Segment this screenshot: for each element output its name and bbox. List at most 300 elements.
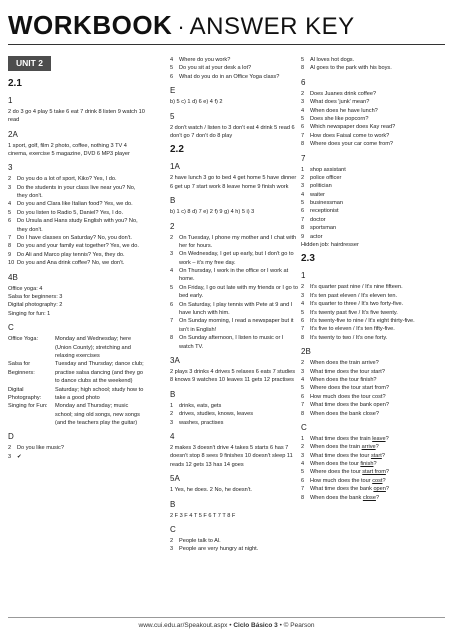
item-text: Do you like music? [17, 445, 64, 452]
item-number: 5 [301, 469, 305, 476]
item-text: When does the bank close? [310, 410, 380, 417]
item-number: 2 [301, 90, 305, 97]
list-item [301, 359, 445, 367]
list-item [301, 90, 445, 98]
item-text: On Sunday afternoon, I listen to music or I watch TV. [179, 335, 284, 350]
item-text: It's quarter to three / It's two forty-five. [310, 301, 404, 308]
item-text: receptionist [310, 208, 339, 215]
list-item [301, 64, 445, 72]
item-number: 9 [8, 251, 12, 258]
item-prefix: What time does the bank [310, 486, 374, 493]
list-item [8, 453, 145, 461]
item-number: 3 [301, 452, 305, 459]
exercise-label: B [170, 196, 176, 206]
list-item [301, 132, 445, 140]
item-text: doctor [310, 216, 326, 223]
list-item [170, 250, 298, 267]
item-text: When does the tour finish? [310, 376, 377, 383]
list-item [170, 317, 298, 334]
list-item [301, 325, 445, 333]
exercise-list [301, 56, 445, 73]
exercise-label: B [170, 499, 176, 509]
list-item [8, 242, 145, 250]
item-number: 3 [301, 183, 305, 190]
item-number: 6 [301, 477, 305, 484]
item-number: 3 [8, 453, 12, 460]
item-number: 8 [301, 141, 305, 148]
item-number: 7 [170, 318, 174, 325]
item-text: Al loves hot dogs. [310, 57, 355, 63]
item-prefix: What time does the train [310, 435, 373, 442]
list-item [301, 216, 445, 224]
item-number: 1 [301, 435, 305, 442]
item-number: 1 [301, 166, 305, 173]
item-prefix: How much does the tour [310, 477, 373, 484]
exercise-list [170, 56, 298, 81]
list-item [301, 191, 445, 199]
title-separator: · [177, 14, 185, 39]
exercise-text: 2 do 3 go 4 play 5 take 6 eat 7 drink 8 listen 9 watch 10 read [8, 108, 145, 124]
table-value: Monday and Thursday; music school; sing old songs, new songs (and the teachers play the guitar) [55, 403, 140, 427]
item-text: It's twenty-five to nine / It's eight thirty-five. [310, 317, 415, 324]
list-item [170, 56, 298, 64]
table-key: Salsa for Beginners: [8, 361, 35, 376]
item-number: 4 [301, 301, 305, 308]
item-text: Do Ursula and Hans study English with you? No, they don't. [17, 218, 138, 233]
item-text [310, 468, 445, 476]
item-number: 10 [8, 260, 15, 267]
item-number: 8 [301, 334, 305, 341]
underlined-answer: leave [372, 435, 386, 442]
item-text: What time does the tour start? [310, 368, 385, 375]
exercise-label: 6 [301, 77, 306, 87]
item-text: drinks, eats, gets [179, 402, 222, 409]
exercise-text: 2 plays 3 drinks 4 drives 5 relaxes 6 eats 7 studies 8 knows 9 watches 10 leaves 11 gets 12 practises [170, 368, 295, 384]
table-key: Digital Photography: [8, 386, 42, 401]
exercise-text: 2 makes 3 doesn't drive 4 takes 5 starts 6 has 7 doesn't stop 8 sees 9 finishes 10 doesn't sleep 11 reads 12 gets 13 has 14 goes [170, 444, 293, 468]
list-item [301, 300, 445, 308]
text-line: Office yoga: 4 [8, 285, 43, 292]
underlined-answer: start [370, 452, 382, 459]
item-text: When does he have lunch? [310, 107, 378, 114]
list-item [301, 410, 445, 418]
item-number: 3 [170, 251, 174, 258]
item-text: People are very hungry at night. [179, 546, 259, 553]
list-item [170, 537, 298, 545]
footer-divider [8, 617, 445, 618]
list-item [170, 73, 298, 81]
item-number: 8 [301, 410, 305, 417]
exercise-label: 1 [301, 271, 306, 281]
text-line: Digital photography: 2 [8, 302, 63, 309]
item-number: 2 [301, 360, 305, 367]
list-item [301, 477, 445, 485]
exercise-label: 7 [301, 153, 306, 163]
item-text: washes, practises [179, 419, 224, 426]
exercise-text: 2 don't watch / listen to 3 don't eat 4 drink 5 read 6 don't go 7 don't do 8 play [170, 124, 295, 139]
title-answer-key: ANSWER KEY [189, 13, 355, 40]
item-number: 8 [301, 225, 305, 232]
item-number: 4 [170, 268, 174, 275]
page-title [8, 10, 355, 42]
section-heading: 2.3 [301, 253, 315, 265]
list-item [8, 184, 145, 201]
list-item [301, 393, 445, 401]
list-item [301, 485, 445, 493]
exercise-list [301, 359, 445, 418]
item-text: Where do you work? [179, 57, 231, 63]
list-item [301, 494, 445, 502]
item-text: On Tuesday, I phone my mother and I chat with her for hours. [179, 234, 297, 249]
item-number: 4 [8, 201, 12, 208]
item-number: 2 [170, 234, 174, 241]
item-text: How does Faisal come to work? [310, 132, 390, 139]
exercise-list [170, 234, 298, 351]
exercise-text: b) 5 c) 1 d) 6 e) 4 f) 2 [170, 99, 223, 106]
list-item [170, 402, 298, 410]
list-item [301, 207, 445, 215]
exercise-label: C [301, 422, 307, 432]
list-item [301, 384, 445, 392]
exercise-text: 1 sport, golf, film 2 photo, coffee, nothing 3 TV 4 cinema, exercise 5 magazine, DVD 6 MP3 player [8, 142, 130, 157]
list-item [301, 368, 445, 376]
item-suffix: ? [385, 435, 389, 442]
footer-course: Ciclo Básico 3 [233, 622, 278, 629]
item-number: 3 [301, 292, 305, 299]
footer-copyright: © Pearson [283, 622, 315, 629]
list-item [170, 267, 298, 284]
item-number: 2 [301, 284, 305, 291]
item-text: On Saturday, I play tennis with Pete at 9 and I have lunch with him. [179, 301, 293, 317]
list-item [301, 443, 445, 451]
column-3 [301, 56, 445, 502]
item-text: It's quarter past nine / It's nine fifteen. [310, 284, 403, 291]
footer-url[interactable]: www.cui.edu.ar/Speakout.aspx [138, 622, 228, 629]
exercise-label: E [170, 86, 176, 96]
list-item [301, 174, 445, 182]
item-number: 3 [8, 184, 12, 191]
item-text: Do you do a lot of sport, Kiko? Yes, I do. [17, 176, 117, 183]
list-item [170, 284, 298, 301]
course-table [8, 335, 145, 427]
item-text: ✔ [17, 453, 22, 460]
item-text [310, 435, 445, 443]
list-item [170, 301, 298, 318]
unit-badge: UNIT 2 [8, 56, 51, 71]
exercise-label: 5 [170, 111, 175, 121]
item-suffix: ? [375, 444, 379, 451]
item-number: 2 [301, 174, 305, 181]
item-number: 6 [170, 73, 174, 80]
item-text: sportsman [310, 225, 337, 232]
list-item [301, 468, 445, 476]
exercise-label: 4 [170, 431, 175, 441]
list-item [301, 334, 445, 342]
item-text: It's twenty to two / It's one forty. [310, 334, 388, 341]
list-item [8, 200, 145, 208]
item-text: shop assistant [310, 166, 346, 173]
exercise-list [301, 90, 445, 149]
item-number: 5 [8, 209, 12, 216]
table-value: Monday and Wednesday; here (Union County); stretching and relaxing exercises [55, 336, 132, 359]
item-number: 4 [170, 57, 174, 63]
item-number: 7 [301, 486, 305, 493]
item-number: 6 [170, 301, 174, 308]
item-number: 1 [170, 402, 174, 409]
underlined-answer: arrive [361, 444, 376, 451]
list-item [301, 115, 445, 123]
column-1 [8, 56, 145, 461]
list-item [301, 317, 445, 325]
item-number: 6 [301, 317, 305, 324]
item-number: 5 [170, 65, 174, 72]
list-item [170, 234, 298, 251]
list-item [170, 410, 298, 418]
item-text: What time does the bank open? [310, 402, 389, 409]
exercise-list [170, 537, 298, 554]
text-line: Salsa for beginners: 3 [8, 294, 63, 300]
section-heading: 2.2 [170, 144, 184, 156]
footer-separator: • [279, 622, 282, 629]
item-number: 7 [301, 402, 305, 409]
exercise-text: 2 have lunch 3 go to bed 4 get home 5 have dinner 6 get up 7 start work 8 leave home 9 finish work [170, 175, 297, 190]
item-number: 5 [301, 200, 305, 207]
item-suffix: ? [381, 452, 385, 459]
list-item [301, 56, 445, 64]
item-text: Do you and your family eat together? Yes, we do. [17, 243, 139, 250]
table-key: Singing for Fun: [8, 403, 48, 410]
exercise-label: 1 [8, 95, 13, 105]
item-number: 6 [8, 218, 12, 225]
item-text: It's five to eleven / It's ten fifty-five. [310, 326, 395, 333]
list-item [301, 401, 445, 409]
item-number: 5 [301, 385, 305, 392]
list-item [8, 444, 145, 452]
exercise-list [8, 175, 145, 267]
item-suffix: ? [382, 477, 386, 484]
underlined-answer: finish [360, 461, 374, 468]
item-number: 4 [301, 376, 305, 383]
item-text: How much does the tour cost? [310, 393, 386, 400]
column-2 [170, 56, 298, 554]
item-text: Does Juanes drink coffee? [310, 90, 377, 97]
exercise-label: 1A [170, 162, 180, 172]
item-number: 6 [301, 393, 305, 400]
list-item [8, 217, 145, 234]
item-text: People talk to Al. [179, 537, 221, 544]
item-text: actor [310, 233, 323, 240]
item-number: 2 [8, 176, 12, 183]
underlined-answer: open [373, 486, 386, 493]
exercise-text: 2 F 3 F 4 T 5 F 6 T 7 T 8 F [170, 512, 236, 519]
item-text: What do you do in an Office Yoga class? [179, 73, 280, 80]
list-item [170, 545, 298, 553]
exercise-label: 4B [8, 272, 18, 282]
item-number: 2 [170, 411, 174, 418]
footer [0, 622, 453, 629]
item-prefix: When does the bank [310, 494, 363, 501]
list-item [301, 376, 445, 384]
item-suffix: ? [375, 494, 380, 501]
item-text: What does 'junk' mean? [310, 99, 370, 106]
item-number: 5 [301, 309, 305, 316]
item-text [310, 477, 445, 485]
item-number: 7 [301, 326, 305, 333]
item-number: 3 [301, 99, 305, 106]
item-number: 4 [301, 107, 305, 114]
item-number: 2 [170, 537, 174, 544]
list-item [170, 419, 298, 427]
item-number: 8 [301, 494, 305, 501]
item-text: Which newspaper does Kay read? [310, 124, 396, 131]
exercise-label: 3 [8, 163, 13, 173]
item-text: Do the students in your class live near you? No, they don't. [17, 184, 136, 200]
exercise-label: 2A [8, 129, 18, 139]
list-item [8, 259, 145, 267]
list-item [301, 123, 445, 131]
item-text: politician [310, 183, 332, 190]
section-heading: 2.1 [8, 77, 22, 89]
item-number: 7 [8, 235, 12, 242]
item-number: 3 [301, 368, 305, 375]
title-workbook: WORKBOOK [8, 10, 173, 40]
item-number: 2 [8, 445, 12, 452]
item-number: 2 [301, 444, 305, 451]
item-text: Al goes to the park with his boys. [310, 65, 392, 72]
item-number: 4 [301, 191, 305, 198]
list-item [301, 292, 445, 300]
table-key: Office Yoga: [8, 336, 39, 343]
item-text: Do Ali and Marco play tennis? Yes, they do. [17, 251, 125, 258]
item-text [310, 443, 445, 451]
item-number: 9 [301, 233, 305, 240]
list-item [8, 175, 145, 183]
exercise-list [301, 166, 445, 242]
item-number: 8 [170, 335, 174, 342]
hidden-job: Hidden job: hairdresser [301, 242, 359, 249]
item-text: On Sunday morning, I read a newspaper but it isn't in English! [179, 318, 294, 333]
item-text: Where does your car come from? [310, 141, 394, 148]
underlined-answer: close [362, 494, 376, 501]
list-item [301, 283, 445, 291]
exercise-label: 3A [170, 355, 180, 365]
list-item [301, 452, 445, 460]
list-item [301, 233, 445, 241]
item-text: drives, studies, knows, leaves [179, 411, 253, 418]
item-text [310, 460, 445, 468]
list-item [301, 199, 445, 207]
item-text: Do you and Clara like Italian food? Yes, we do. [17, 201, 133, 208]
item-text: Do you and Ana drink coffee? No, we don't. [17, 260, 125, 267]
list-item [301, 182, 445, 190]
list-item [8, 234, 145, 242]
item-text: It's twenty past five / It's five twenty. [310, 309, 398, 316]
item-number: 3 [170, 419, 174, 426]
exercise-label: C [170, 524, 176, 534]
exercise-list-underlined [301, 435, 445, 502]
list-item [301, 166, 445, 174]
list-item [8, 209, 145, 217]
item-text: waiter [310, 191, 325, 198]
exercise-label: 5A [170, 474, 180, 484]
item-number: 8 [301, 65, 305, 72]
item-prefix: When does the train [310, 444, 362, 451]
item-number: 4 [301, 461, 305, 468]
exercise-text: b) 1 c) 8 d) 7 e) 2 f) 9 g) 4 h) 5 i) 3 [170, 209, 255, 216]
item-prefix: What time does the tour [310, 452, 371, 459]
list-item [8, 251, 145, 259]
exercise-label: C [8, 323, 14, 333]
item-number: 5 [301, 115, 305, 122]
item-text: businessman [310, 200, 343, 207]
item-text: It's ten past eleven / It's eleven ten. [310, 292, 398, 299]
text-line: Singing for fun: 1 [8, 310, 51, 317]
list-item [301, 460, 445, 468]
exercise-label: 2 [170, 221, 175, 231]
item-text: police officer [310, 174, 342, 181]
item-text: On Thursday, I work in the office or I work at home. [179, 268, 289, 283]
exercise-text: 1 Yes, he does. 2 No, he doesn't. [170, 487, 252, 494]
item-text: Does she like popcorn? [310, 115, 369, 122]
item-number: 3 [170, 546, 174, 553]
item-suffix: ? [373, 461, 377, 468]
item-text: When does the train arrive? [310, 360, 379, 367]
exercise-label: D [8, 432, 14, 442]
item-number: 6 [301, 124, 305, 131]
item-text: Do I have classes on Saturday? No, you don't. [17, 235, 132, 242]
item-number: 6 [301, 208, 305, 215]
list-item [301, 435, 445, 443]
list-item [301, 140, 445, 148]
list-item [301, 309, 445, 317]
item-number: 7 [301, 216, 305, 223]
underlined-answer: start from [362, 469, 386, 476]
table-value: Saturday; high school; study how to take a good photo [55, 386, 144, 401]
exercise-label: B [170, 389, 176, 399]
item-text: On Friday, I go out late with my friends or I go to bed early. [179, 284, 298, 300]
title-divider [8, 44, 445, 45]
item-text: Do you sit at your desk a lot? [179, 65, 252, 72]
item-prefix: Where does the tour [310, 469, 363, 476]
item-number: 5 [170, 284, 174, 291]
item-number: 8 [8, 243, 12, 250]
item-text: Do you listen to Radio 5, Daniel? Yes, I do. [17, 209, 124, 216]
list-item [170, 64, 298, 72]
underlined-answer: cost [372, 477, 383, 484]
exercise-lines [8, 285, 145, 319]
table-value: Tuesday and Thursday; dance club; practise salsa dancing (and they go to dance clubs at the weekend) [55, 361, 144, 385]
item-text [310, 452, 445, 460]
exercise-label: 2B [301, 347, 311, 357]
list-item [301, 224, 445, 232]
list-item [170, 334, 298, 351]
footer-separator: • [229, 622, 232, 629]
item-suffix: ? [385, 469, 389, 476]
item-suffix: ? [385, 486, 390, 493]
item-text: On Wednesday, I get up early, but I don't go to work – it's my free day. [179, 251, 294, 266]
item-text [310, 494, 445, 502]
item-number: 7 [301, 132, 305, 139]
exercise-list [8, 444, 145, 461]
item-text [310, 485, 445, 493]
exercise-list [301, 283, 445, 342]
item-text: Where does the tour start from? [310, 385, 389, 392]
item-prefix: When does the tour [310, 461, 361, 468]
exercise-list [170, 402, 298, 427]
list-item [301, 107, 445, 115]
item-number: 5 [301, 57, 305, 63]
list-item [301, 98, 445, 106]
